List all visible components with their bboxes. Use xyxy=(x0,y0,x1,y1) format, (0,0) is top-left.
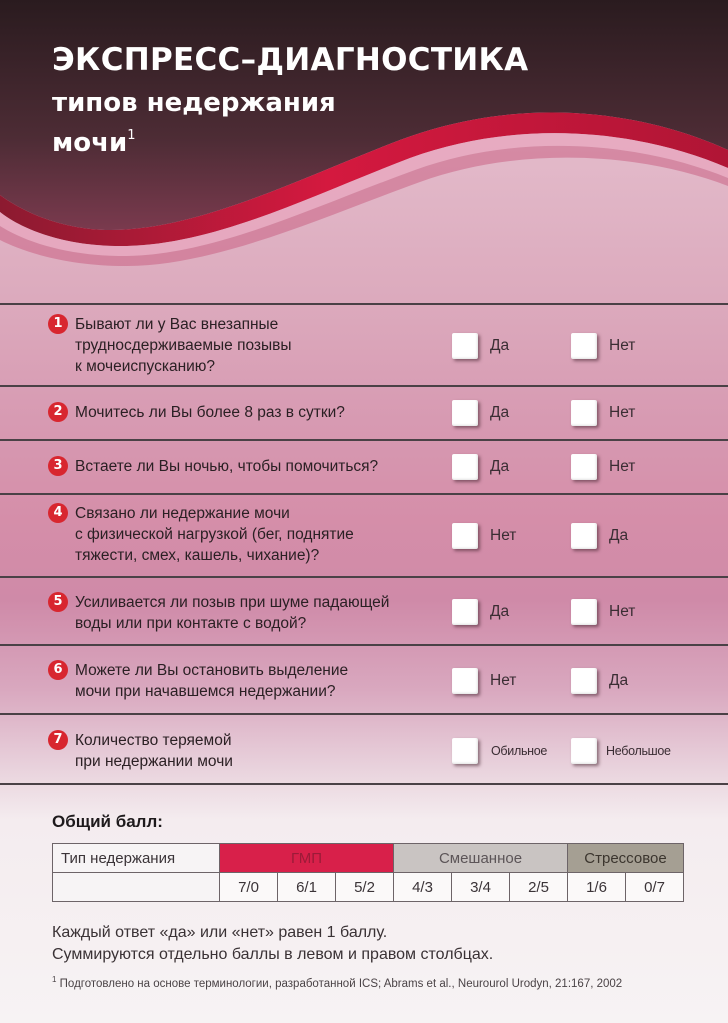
type-gmp-header: ГМП xyxy=(220,844,394,873)
checkbox[interactable] xyxy=(452,738,478,764)
divider xyxy=(0,303,728,305)
question-number-badge: 4 xyxy=(48,503,68,523)
footnote-number: 1 xyxy=(52,975,57,984)
option-label: Нет xyxy=(609,404,636,421)
type-stress-header: Стрессовое xyxy=(568,844,684,873)
checkbox[interactable] xyxy=(452,333,478,359)
subtitle-text: мочи xyxy=(52,128,128,158)
divider xyxy=(0,713,728,715)
checkbox[interactable] xyxy=(571,599,597,625)
score-table xyxy=(52,843,684,902)
option-label: Да xyxy=(609,527,629,544)
question-text: Усиливается ли позыв при шуме падающей воды или при контакте с водой? xyxy=(75,594,390,632)
footnote xyxy=(52,975,622,990)
question-text: Можете ли Вы остановить выделение мочи при начавшемся недержании? xyxy=(75,662,349,700)
page-subtitle-line2 xyxy=(52,128,135,158)
option-label: Нет xyxy=(609,603,636,620)
checkbox[interactable] xyxy=(452,400,478,426)
checkbox[interactable] xyxy=(571,454,597,480)
checkbox[interactable] xyxy=(571,738,597,764)
question-text: Встаете ли Вы ночью, чтобы помочиться? xyxy=(75,458,379,475)
checkbox[interactable] xyxy=(452,454,478,480)
question-number-badge: 6 xyxy=(48,660,68,680)
question-text: Связано ли недержание мочи с физической нагрузкой (бег, поднятие тяжести, смех, кашель, чихание)? xyxy=(75,505,354,564)
type-mixed-header: Смешанное xyxy=(394,844,568,873)
option-label: Нет xyxy=(609,337,636,354)
question-number-badge: 5 xyxy=(48,592,68,612)
page-subtitle-line1: типов недержания xyxy=(52,88,336,118)
score-value: 6/1 xyxy=(278,873,336,902)
option-label: Небольшое xyxy=(606,744,671,758)
page-title: ЭКСПРЕСС–ДИАГНОСТИКА xyxy=(52,42,529,78)
option-label: Нет xyxy=(490,672,517,689)
option-label: Да xyxy=(609,672,629,689)
divider xyxy=(0,439,728,441)
checkbox[interactable] xyxy=(452,523,478,549)
score-value: 7/0 xyxy=(220,873,278,902)
option-label: Да xyxy=(490,337,510,354)
checkbox[interactable] xyxy=(571,333,597,359)
score-header-row xyxy=(53,844,684,873)
score-value: 0/7 xyxy=(626,873,684,902)
divider xyxy=(0,385,728,387)
score-value: 2/5 xyxy=(510,873,568,902)
checkbox[interactable] xyxy=(571,400,597,426)
score-value: 3/4 xyxy=(452,873,510,902)
checkbox[interactable] xyxy=(452,599,478,625)
checkbox[interactable] xyxy=(452,668,478,694)
question-text: Бывают ли у Вас внезапные трудносдерживаемые позывы к мочеиспусканию? xyxy=(75,316,292,375)
footnote-mark: 1 xyxy=(127,128,136,143)
question-number-badge: 1 xyxy=(48,314,68,334)
checkbox[interactable] xyxy=(571,523,597,549)
divider xyxy=(0,644,728,646)
option-label: Нет xyxy=(490,527,517,544)
divider xyxy=(0,576,728,578)
question-number-badge: 2 xyxy=(48,402,68,422)
score-value: 5/2 xyxy=(336,873,394,902)
scoring-note: Каждый ответ «да» или «нет» равен 1 баллу. Суммируются отдельно баллы в левом и правом столбцах. xyxy=(52,924,494,963)
question-number-badge: 7 xyxy=(48,730,68,750)
option-label: Нет xyxy=(609,458,636,475)
question-text: Мочитесь ли Вы более 8 раз в сутки? xyxy=(75,404,345,421)
divider xyxy=(0,493,728,495)
checkbox[interactable] xyxy=(571,668,597,694)
option-label: Да xyxy=(490,458,510,475)
score-title: Общий балл: xyxy=(52,812,163,831)
score-row-label: Тип недержания xyxy=(53,844,220,873)
footnote-text: Подготовлено на основе терминологии, разработанной ICS; Abrams et al., Neurourol Urodyn, 21:167, 2002 xyxy=(59,977,623,990)
option-label: Да xyxy=(490,404,510,421)
question-text: Количество теряемой при недержании мочи xyxy=(75,732,233,770)
header-banner xyxy=(0,0,728,300)
score-value: 1/6 xyxy=(568,873,626,902)
option-label: Да xyxy=(490,603,510,620)
option-label: Обильное xyxy=(491,744,548,758)
question-number-badge: 3 xyxy=(48,456,68,476)
score-empty-cell xyxy=(53,873,220,902)
score-values-row xyxy=(53,873,684,902)
score-value: 4/3 xyxy=(394,873,452,902)
divider xyxy=(0,783,728,785)
